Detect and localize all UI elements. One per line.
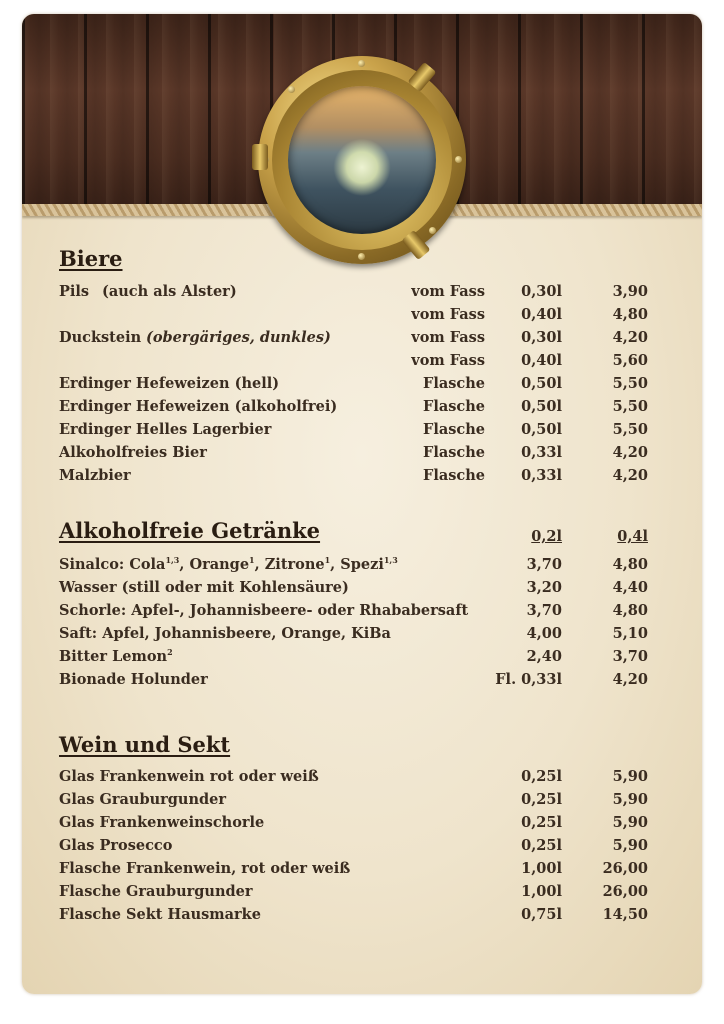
section-title-alkoholfrei: Alkoholfreie Getränke xyxy=(59,518,321,543)
menu-item: Erdinger Hefeweizen (alkoholfrei) Flasche 0,50l 5,50 xyxy=(59,398,648,415)
menu-item: Bitter Lemon$^2$ 2,40 3,70 xyxy=(59,647,648,665)
menu-item: Erdinger Hefeweizen (hell) Flasche 0,50l 5,50 xyxy=(59,375,648,392)
menu-item: Bionade Holunder Fl. 0,33l 4,20 xyxy=(59,671,648,688)
menu-item: Alkoholfreies Bier Flasche 0,33l 4,20 xyxy=(59,444,648,461)
section-title-wein: Wein und Sekt xyxy=(59,732,231,757)
menu-item: Schorle: Apfel-, Johannisbeere- oder Rhababersaft 3,70 4,80 xyxy=(59,602,648,619)
menu-item: Pils (auch als Alster) vom Fass 0,30l 3,90 xyxy=(59,283,648,300)
menu-card xyxy=(22,14,702,994)
menu-item: vom Fass 0,40l 4,80 xyxy=(411,306,648,323)
menu-item: Duckstein (obergäriges, dunkles) vom Fass 0,30l 4,20 xyxy=(59,329,648,346)
menu-item: Malzbier Flasche 0,33l 4,20 xyxy=(59,467,648,484)
menu-item: Glas Frankenwein rot oder weiß 0,25l 5,90 xyxy=(59,768,648,785)
hinge-icon xyxy=(252,144,268,170)
wine-glass-photo xyxy=(288,86,436,234)
porthole-image xyxy=(258,56,466,264)
menu-item: Flasche Grauburgunder 1,00l 26,00 xyxy=(59,883,648,900)
menu-item: Saft: Apfel, Johannisbeere, Orange, KiBa 4,00 5,10 xyxy=(59,625,648,642)
section-title-biere: Biere xyxy=(59,246,123,271)
menu-item: vom Fass 0,40l 5,60 xyxy=(411,352,648,369)
column-header: 0,2l 0,4l xyxy=(531,528,648,545)
menu-item: Erdinger Helles Lagerbier Flasche 0,50l 5,50 xyxy=(59,421,648,438)
menu-item: Sinalco: Cola$^{1,3}$, Orange$^1$, Zitrone$^1$, Spezi$^{1,3}$ 3,70 4,80 xyxy=(59,555,648,573)
menu-item: Glas Prosecco 0,25l 5,90 xyxy=(59,837,648,854)
menu-item: Wasser (still oder mit Kohlensäure) 3,20 4,40 xyxy=(59,579,648,596)
menu-item: Glas Grauburgunder 0,25l 5,90 xyxy=(59,791,648,808)
menu-item: Flasche Frankenwein, rot oder weiß 1,00l 26,00 xyxy=(59,860,648,877)
menu-item: Glas Frankenweinschorle 0,25l 5,90 xyxy=(59,814,648,831)
menu-item: Flasche Sekt Hausmarke 0,75l 14,50 xyxy=(59,906,648,923)
